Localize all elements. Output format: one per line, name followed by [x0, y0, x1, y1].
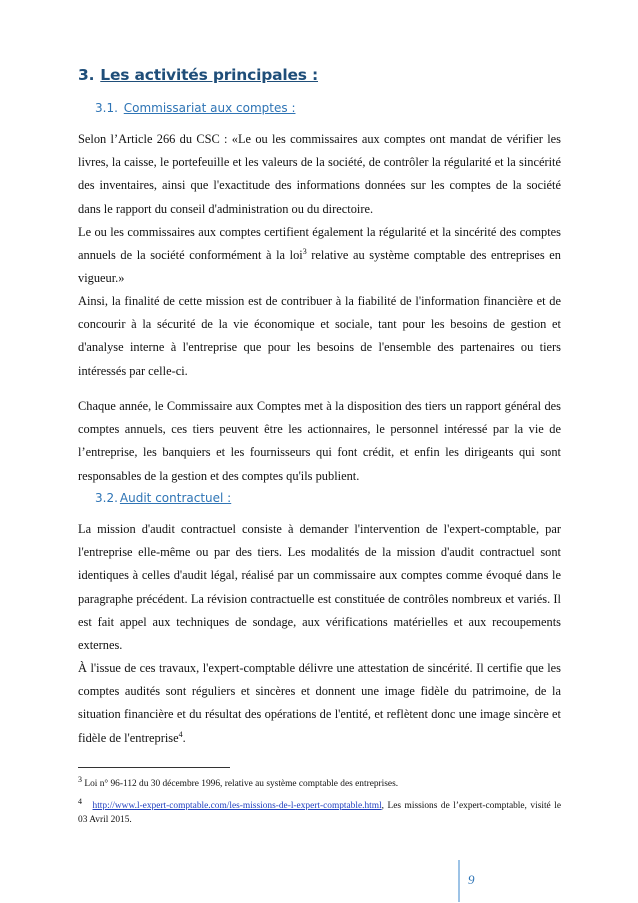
footnote-ref: 4: [178, 729, 183, 739]
section-heading: [78, 66, 318, 84]
subsection-title: Commissariat aux comptes :: [123, 101, 296, 115]
footnote-separator: [78, 767, 230, 768]
page-number: 9: [468, 872, 475, 887]
footnote: $^3$ Loi n° 96-112 du 30 décembre 1996, relative au système comptable des entreprises.: [78, 774, 399, 789]
paragraph: La mission d'audit contractuel consiste à demander l'intervention de l'expert-comptable, par l'entreprise elle-même ou par des tiers. Les modalités de la mission d'audit contractuel sont identiques à celles d'audit légal, réalisé par un commissaire aux comptes comme évoqué dans le paragraphe précédent. La révision contractuelle est constituée de contrôles nombreux et variés. Il est fait appel aux techniques de sondage, aux vérifications matérielles et aux recoupements externes.: [78, 522, 561, 653]
subsection-number: 3.1.: [95, 101, 118, 115]
paragraph: Ainsi, la finalité de cette mission est de contribuer à la fiabilité de l'information financière et de concourir à la sécurité de la vie économique et sociale, tant pour les besoins de gestion et d'analyse interne à l'entreprise que pour les besoins de l'ensemble des partenaires ou tiers intéressés par celle-ci.: [78, 294, 561, 378]
paragraph: Le ou les commissaires aux comptes certifient également la régularité et la sincérité des comptes annuels de la société conformément à la loi$^3$ relative au système comptable des entreprises en vigueur.»: [78, 225, 561, 286]
subsection-number: 3.2.: [95, 491, 118, 505]
paragraph: Selon l’Article 266 du CSC : «Le ou les commissaires aux comptes ont mandat de vérifier les livres, la caisse, le portefeuille et les valeurs de la société, de contrôler la régularité et la sincérité des inventaires, ainsi que l'exactitude des informations données sur les comptes de la société dans le rapport du conseil d'administration ou du directoire.: [78, 132, 561, 216]
page-number-bar: [458, 860, 460, 902]
subsection-heading-2: [95, 491, 231, 505]
paragraph: Chaque année, le Commissaire aux Comptes met à la disposition des tiers un rapport général des comptes annuels, ces tiers peuvent être les actionnaires, le personnel intéressé par la vie de l’entreprise, les banquiers et les fournisseurs qui font crédit, et enfin les dirigeants qui sont responsables de la gestion et des comptes qu'ils publient.: [78, 399, 561, 483]
section-heading-number: 3.: [78, 66, 95, 84]
footnote: $^4$ http://www.l-expert-comptable.com/les-missions-de-l-expert-comptable.html, Les missions de l’expert-comptable, visité le 03 Avril 2015.: [78, 796, 561, 825]
footnote-ref: 3: [302, 247, 307, 257]
subsection-title: Audit contractuel :: [119, 491, 232, 505]
paragraph: À l'issue de ces travaux, l'expert-comptable délivre une attestation de sincérité. Il certifie que les comptes audités sont réguliers et sincères et donnent une image fidèle du patrimoine, de la situation financière et du résultat des opérations de l'entité, et reflètent donc une image sincère et fidèle de l'entreprise$^4$.: [78, 661, 561, 745]
section-heading-title: Les activités principales :: [100, 66, 319, 84]
footnote-link[interactable]: http://www.l-expert-comptable.com/les-missions-de-l-expert-comptable.html: [92, 801, 382, 811]
subsection-heading-1: [95, 101, 295, 115]
